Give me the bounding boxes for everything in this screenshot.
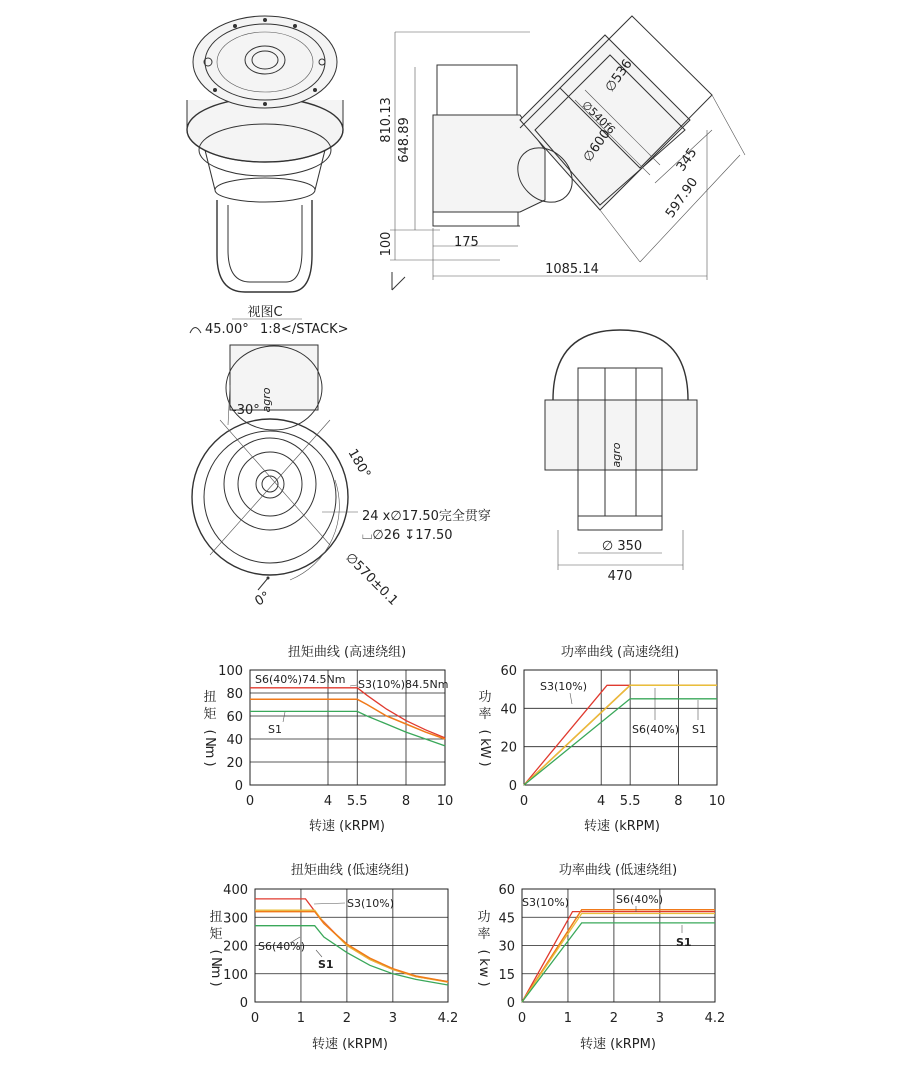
y-tick-label: 0 bbox=[234, 779, 243, 794]
annotation-s1: S1 bbox=[676, 936, 692, 949]
dim-175: 175 bbox=[454, 235, 479, 250]
view-c-title: 视图C bbox=[247, 305, 283, 320]
svg-text:N: N bbox=[208, 957, 223, 967]
x-tick-label: 8 bbox=[401, 794, 411, 809]
view-c-scale: 1:8</STACK> bbox=[260, 322, 349, 337]
chart-torque-low bbox=[208, 862, 458, 1052]
y-label bbox=[477, 690, 492, 767]
x-tick-label: 4 bbox=[323, 794, 333, 809]
angle-0: 0° bbox=[252, 589, 273, 610]
annotation-s3: S3(10%)84.5Nm bbox=[358, 678, 449, 691]
svg-text:): ) bbox=[208, 981, 223, 987]
x-tick-label: 4.2 bbox=[704, 1011, 726, 1026]
annotation-s6: S6(40%) bbox=[616, 893, 664, 906]
chart-title: 扭矩曲线 (高速绕组) bbox=[287, 645, 407, 660]
series-line-s1 bbox=[522, 923, 715, 1002]
angle-neg30: -30° bbox=[232, 403, 260, 418]
y-label bbox=[208, 909, 223, 987]
svg-text:矩: 矩 bbox=[203, 707, 217, 722]
svg-text:率: 率 bbox=[477, 927, 491, 942]
dim-345: 345 bbox=[673, 145, 701, 175]
dim-dia-540: ∅540f6 bbox=[579, 98, 618, 137]
annotation-s3: S3(10%) bbox=[540, 680, 588, 693]
x-tick-label: 8 bbox=[674, 794, 683, 809]
x-tick-label: 10 bbox=[708, 794, 726, 809]
series-line-s640 bbox=[524, 685, 717, 785]
front-view bbox=[192, 345, 491, 609]
chart-torque-high bbox=[202, 644, 453, 834]
dim-597-90: 597.90 bbox=[662, 175, 702, 221]
y-tick-label: 60 bbox=[226, 710, 243, 725]
y-tick-label: 20 bbox=[226, 756, 243, 771]
x-tick-label: 5.5 bbox=[346, 794, 368, 809]
isometric-view bbox=[187, 16, 343, 292]
bolt-circle-dim: ∅570±0.1 bbox=[342, 550, 401, 609]
svg-text:m: m bbox=[202, 745, 217, 759]
y-label bbox=[202, 689, 217, 767]
x-tick-label: 3 bbox=[655, 1011, 664, 1026]
x-tick-label: 3 bbox=[388, 1011, 397, 1026]
y-tick-label: 200 bbox=[223, 939, 248, 955]
svg-text:w: w bbox=[476, 966, 491, 978]
side-view bbox=[379, 16, 745, 290]
y-tick-label: 60 bbox=[498, 883, 515, 898]
y-tick-label: 0 bbox=[239, 996, 248, 1011]
y-tick-label: 80 bbox=[226, 687, 243, 702]
x-label: 转速 (kRPM) bbox=[309, 819, 385, 834]
svg-text:功: 功 bbox=[478, 690, 492, 705]
x-label: 转速 (kRPM) bbox=[584, 819, 660, 834]
annotation-s6: S6(40%) bbox=[258, 940, 306, 953]
series-line-s310 bbox=[524, 685, 717, 785]
x-tick-label: 1 bbox=[296, 1011, 306, 1026]
x-label: 转速 (kRPM) bbox=[312, 1037, 388, 1052]
series-line-yellow bbox=[524, 685, 717, 785]
svg-text:m: m bbox=[208, 965, 223, 979]
y-tick-label: 40 bbox=[500, 702, 517, 718]
y-tick-label: 100 bbox=[223, 967, 248, 983]
annotation-s3: S3(10%) bbox=[522, 896, 570, 909]
svg-text:): ) bbox=[477, 761, 492, 767]
chart-title: 扭矩曲线 (低速绕组) bbox=[290, 863, 410, 878]
x-tick-label: 4 bbox=[597, 794, 606, 809]
y-tick-label: 45 bbox=[498, 911, 515, 927]
series-line-s1 bbox=[524, 699, 717, 785]
chart-power-low bbox=[476, 862, 725, 1052]
y-tick-label: 40 bbox=[226, 733, 243, 748]
svg-text:(: ( bbox=[477, 729, 492, 735]
y-tick-label: 100 bbox=[218, 664, 243, 679]
x-tick-label: 0 bbox=[517, 1011, 527, 1026]
annotation-s1: S1 bbox=[318, 958, 334, 971]
svg-text:N: N bbox=[202, 737, 217, 747]
annotation-s6: S6(40%) bbox=[632, 723, 680, 736]
svg-text:扭: 扭 bbox=[209, 910, 223, 925]
dim-dia-600: ∅600 bbox=[580, 126, 614, 166]
x-tick-label: 4.2 bbox=[437, 1011, 459, 1026]
svg-text:k: k bbox=[476, 958, 491, 966]
chart-power-high bbox=[477, 644, 725, 834]
y-tick-label: 30 bbox=[498, 939, 515, 955]
dim-648-89: 648.89 bbox=[397, 117, 412, 163]
logo-back: agro bbox=[610, 442, 623, 468]
annotation-s3: S3(10%) bbox=[347, 897, 395, 910]
x-tick-label: 0 bbox=[250, 1011, 260, 1026]
x-tick-label: 2 bbox=[342, 1011, 352, 1026]
x-tick-label: 10 bbox=[436, 794, 454, 809]
x-tick-label: 0 bbox=[519, 794, 529, 809]
x-tick-label: 2 bbox=[609, 1011, 619, 1026]
y-tick-label: 400 bbox=[223, 883, 248, 898]
annotation-s6: S6(40%)74.5Nm bbox=[255, 673, 346, 686]
view-c-label bbox=[190, 305, 349, 337]
svg-text:(: ( bbox=[476, 949, 491, 955]
back-view bbox=[545, 330, 697, 584]
dim-1085-14: 1085.14 bbox=[545, 262, 599, 277]
y-tick-label: 20 bbox=[500, 740, 517, 756]
back-dia-350: ∅ 350 bbox=[601, 539, 643, 554]
svg-text:率: 率 bbox=[478, 707, 492, 722]
dim-100: 100 bbox=[379, 231, 394, 257]
x-tick-label: 0 bbox=[245, 794, 255, 809]
svg-text:(: ( bbox=[202, 729, 217, 735]
y-label bbox=[476, 910, 491, 987]
x-tick-label: 1 bbox=[563, 1011, 573, 1026]
y-tick-label: 300 bbox=[223, 911, 248, 927]
y-tick-label: 0 bbox=[508, 779, 517, 794]
svg-text:W: W bbox=[477, 745, 492, 759]
dim-dia-536: ∅536 bbox=[602, 56, 636, 96]
svg-text:): ) bbox=[476, 981, 491, 987]
chart-title: 功率曲线 (低速绕组) bbox=[558, 863, 678, 878]
counterbore-callout: ⌴∅26 ↧17.50 bbox=[362, 528, 453, 543]
annotation-s1: S1 bbox=[268, 723, 282, 736]
logo-front: agro bbox=[260, 387, 273, 413]
annotation-s1: S1 bbox=[692, 723, 706, 736]
svg-text:(: ( bbox=[208, 949, 223, 955]
svg-text:扭: 扭 bbox=[203, 690, 217, 705]
x-tick-label: 5.5 bbox=[619, 794, 641, 809]
dim-810-13: 810.13 bbox=[379, 97, 394, 143]
svg-text:): ) bbox=[202, 761, 217, 767]
svg-text:矩: 矩 bbox=[209, 927, 223, 942]
view-c-rotation: 45.00° bbox=[205, 322, 249, 337]
holes-callout: 24 x∅17.50完全贯穿 bbox=[362, 509, 491, 524]
svg-text:k: k bbox=[477, 738, 492, 746]
chart-title: 功率曲线 (高速绕组) bbox=[560, 645, 680, 660]
svg-text:功: 功 bbox=[477, 910, 491, 925]
angle-180: 180° bbox=[344, 446, 374, 482]
y-tick-label: 60 bbox=[500, 664, 517, 679]
y-tick-label: 0 bbox=[506, 996, 515, 1011]
x-label: 转速 (kRPM) bbox=[580, 1037, 656, 1052]
y-tick-label: 15 bbox=[498, 967, 515, 983]
back-width-470: 470 bbox=[607, 569, 633, 584]
